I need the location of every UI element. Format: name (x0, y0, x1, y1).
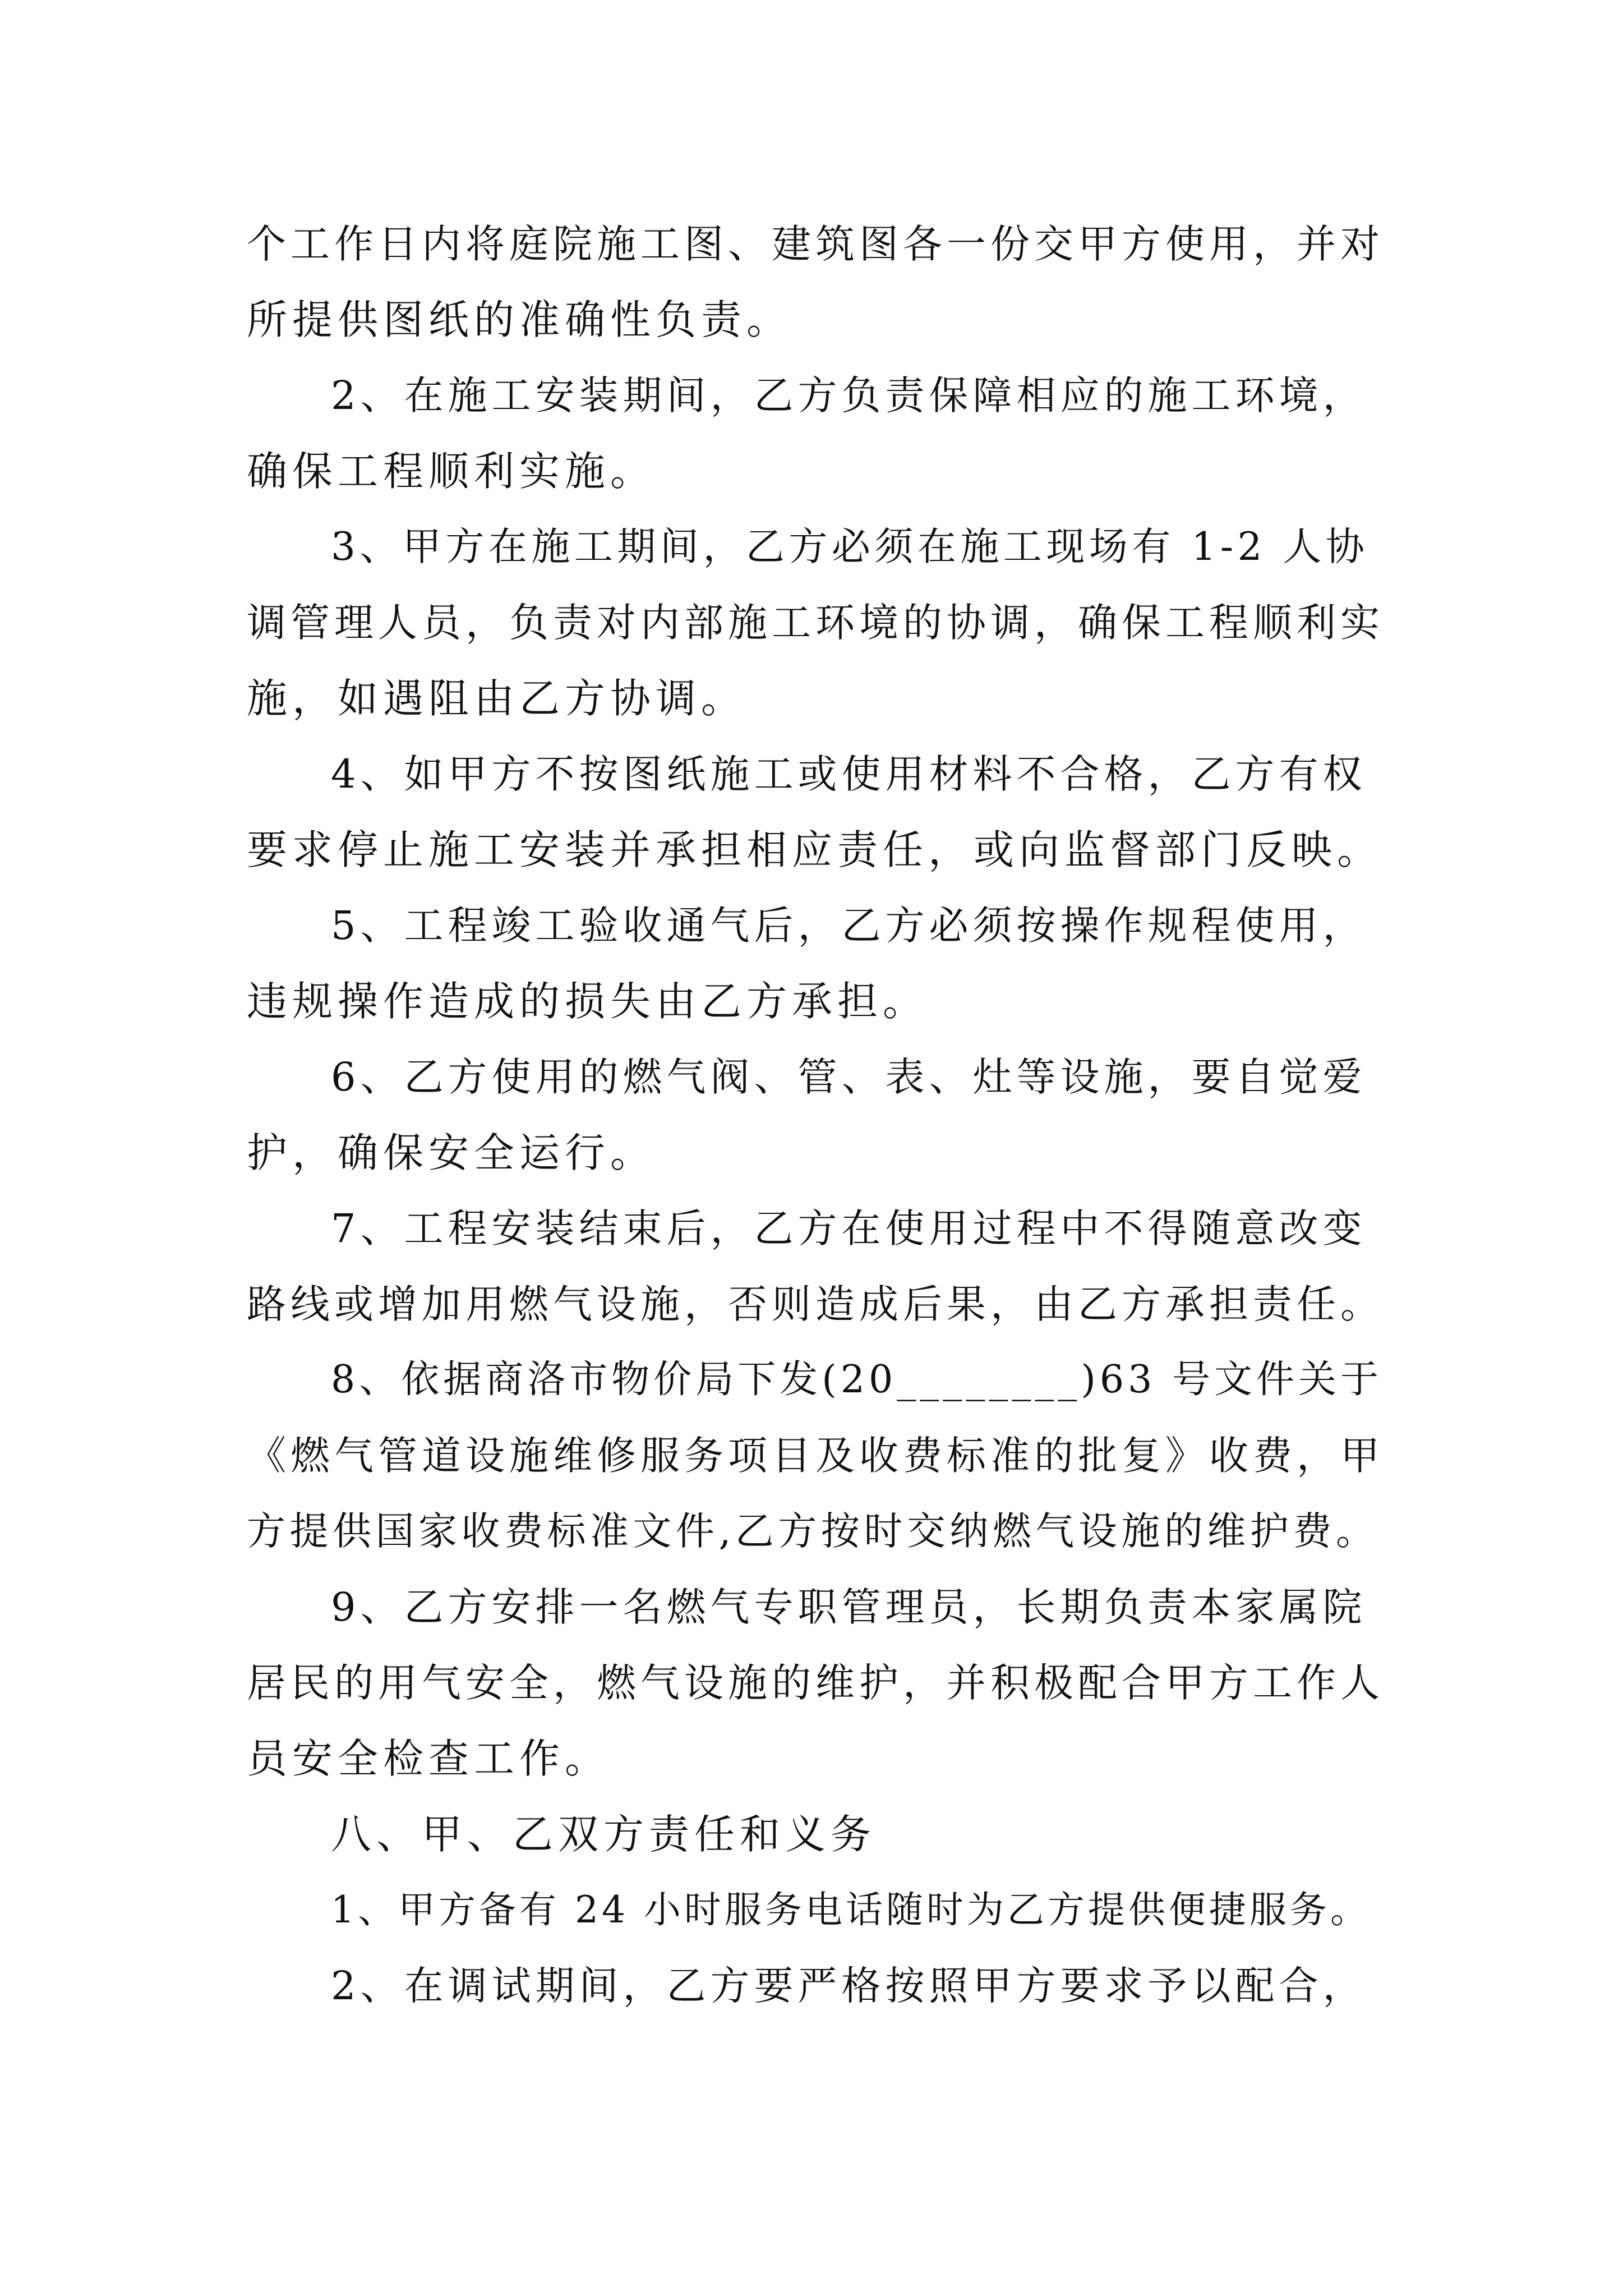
paragraph-first-line: 5、工程竣工验收通气后，乙方必须按操作规程使用， (331, 903, 1367, 949)
text-line: 施，如遇阻由乙方协调。 (247, 675, 747, 722)
text-line: 要求停止施工安装并承担相应责任，或向监督部门反映。 (247, 826, 1383, 873)
paragraph-first-line: 3、甲方在施工期间，乙方必须在施工现场有 1-2 人协 (331, 524, 1369, 569)
text-line: 违规操作造成的损失由乙方承担。 (247, 978, 929, 1025)
paragraph-first-line: 9、乙方安排一名燃气专职管理员，长期负责本家属院 (331, 1584, 1367, 1630)
text-line: 护，确保安全运行。 (247, 1129, 656, 1176)
paragraph-first-line: 2、在施工安装期间，乙方负责保障相应的施工环境， (331, 372, 1367, 418)
paragraph-first-line: 8、依据商洛市物价局下发(20________)63 号文件关于 (331, 1358, 1382, 1402)
paragraph-first-line: 1、甲方备有 24 小时服务电话随时为乙方提供便捷服务。 (331, 1888, 1371, 1931)
text-line: 调管理人员，负责对内部施工环境的协调，确保工程顺利实 (247, 600, 1384, 646)
section-heading: 八、甲、乙双方责任和义务 (331, 1811, 877, 1858)
text-line: 路线或增加用燃气设施，否则造成后果，由乙方承担责任。 (247, 1281, 1384, 1327)
text-line: 员安全检查工作。 (247, 1735, 611, 1782)
text-line: 方提供国家收费标准文件,乙方按时交纳燃气设施的维护费。 (247, 1509, 1379, 1554)
text-line: 居民的用气安全，燃气设施的维护，并积极配合甲方工作人 (247, 1660, 1384, 1706)
text-line: 确保工程顺利实施。 (247, 448, 656, 495)
text-line: 个工作日内将庭院施工图、建筑图各一份交甲方使用，并对 (247, 221, 1384, 267)
text-line: 所提供图纸的准确性负责。 (247, 296, 792, 343)
paragraph-first-line: 4、如甲方不按图纸施工或使用材料不合格，乙方有权 (331, 751, 1367, 797)
paragraph-first-line: 2、在调试期间，乙方要严格按照甲方要求予以配合， (331, 1963, 1367, 2009)
paragraph-first-line: 7、工程安装结束后，乙方在使用过程中不得随意改变 (331, 1205, 1367, 1251)
paragraph-first-line: 6、乙方使用的燃气阀、管、表、灶等设施，要自觉爱 (331, 1054, 1367, 1100)
text-line: 《燃气管道设施维修服务项目及收费标准的批复》收费，甲 (247, 1433, 1384, 1479)
